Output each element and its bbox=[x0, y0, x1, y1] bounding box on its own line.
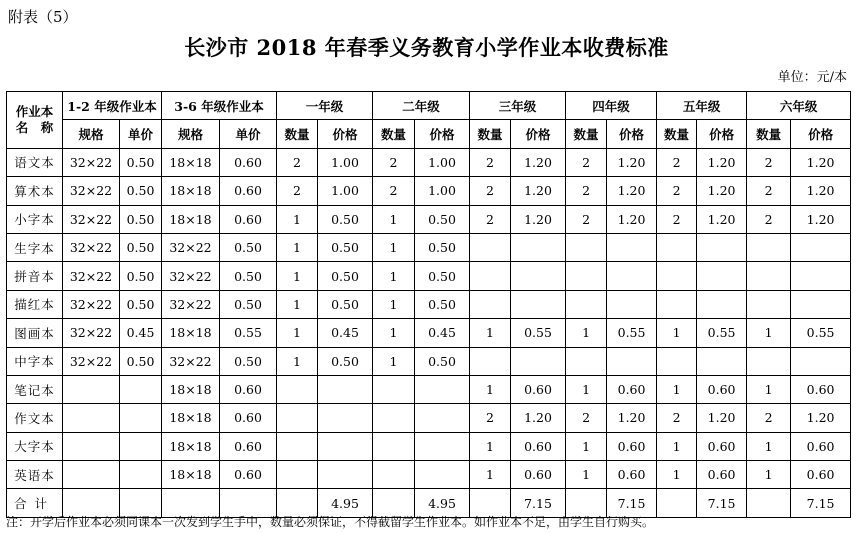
table-cell bbox=[277, 404, 318, 432]
table-cell: 0.60 bbox=[791, 375, 851, 403]
table-cell: 32×22 bbox=[63, 347, 120, 375]
unit-label: 单位：元/本 bbox=[777, 70, 847, 85]
table-cell: 1.20 bbox=[511, 205, 566, 233]
table-cell bbox=[511, 290, 566, 318]
table-cell: 18×18 bbox=[162, 404, 220, 432]
row-name-cell: 描红本 bbox=[7, 290, 63, 318]
table-cell bbox=[373, 375, 415, 403]
table-cell: 2 bbox=[373, 177, 415, 205]
table-cell: 1.20 bbox=[511, 404, 566, 432]
row-name-cell: 作文本 bbox=[7, 404, 63, 432]
table-cell: 0.60 bbox=[220, 432, 277, 460]
table-cell bbox=[318, 404, 373, 432]
table-cell: 2 bbox=[470, 148, 511, 176]
table-cell bbox=[791, 233, 851, 261]
table-cell: 32×22 bbox=[162, 347, 220, 375]
table-cell: 1.20 bbox=[791, 148, 851, 176]
table-cell: 0.55 bbox=[607, 319, 657, 347]
table-cell: 32×22 bbox=[63, 233, 120, 261]
table-cell bbox=[63, 404, 120, 432]
table-cell: 1.20 bbox=[511, 177, 566, 205]
table-cell: 1 bbox=[747, 319, 791, 347]
table-cell: 0.50 bbox=[120, 233, 162, 261]
table-cell bbox=[511, 233, 566, 261]
table-cell bbox=[120, 432, 162, 460]
table-cell: 0.60 bbox=[607, 461, 657, 489]
table-cell: 0.50 bbox=[120, 262, 162, 290]
table-cell: 2 bbox=[747, 148, 791, 176]
table-cell bbox=[318, 461, 373, 489]
table-cell: 18×18 bbox=[162, 205, 220, 233]
table-cell: 18×18 bbox=[162, 375, 220, 403]
table-row bbox=[7, 177, 851, 205]
table-cell: 32×22 bbox=[63, 319, 120, 347]
table-cell: 0.45 bbox=[120, 319, 162, 347]
table-cell bbox=[277, 375, 318, 403]
sub-header: 规格 bbox=[63, 120, 120, 148]
table-cell bbox=[470, 262, 511, 290]
table-cell: 0.50 bbox=[415, 233, 470, 261]
sub-header: 数量 bbox=[470, 120, 511, 148]
table-cell: 1.20 bbox=[791, 404, 851, 432]
table-row bbox=[7, 290, 851, 318]
corner-header bbox=[7, 92, 63, 149]
table-cell: 0.60 bbox=[511, 461, 566, 489]
table-row bbox=[7, 262, 851, 290]
table-cell: 1 bbox=[747, 375, 791, 403]
table-cell: 0.50 bbox=[120, 177, 162, 205]
table-cell: 1.20 bbox=[697, 205, 747, 233]
table-row bbox=[7, 375, 851, 403]
sub-header: 数量 bbox=[657, 120, 697, 148]
table-cell bbox=[318, 432, 373, 460]
table-cell bbox=[277, 461, 318, 489]
sub-header: 单价 bbox=[220, 120, 277, 148]
row-name-cell: 中字本 bbox=[7, 347, 63, 375]
table-cell bbox=[791, 262, 851, 290]
table-cell: 1.20 bbox=[511, 148, 566, 176]
table-cell bbox=[657, 262, 697, 290]
table-cell: 1.20 bbox=[791, 205, 851, 233]
table-cell bbox=[747, 347, 791, 375]
table-cell: 1.20 bbox=[607, 404, 657, 432]
table-cell: 32×22 bbox=[162, 290, 220, 318]
table-cell bbox=[511, 347, 566, 375]
table-cell: 18×18 bbox=[162, 148, 220, 176]
table-row bbox=[7, 319, 851, 347]
table-cell: 0.60 bbox=[511, 375, 566, 403]
table-cell: 1 bbox=[277, 347, 318, 375]
table-cell: 32×22 bbox=[63, 205, 120, 233]
table-row bbox=[7, 404, 851, 432]
table-cell: 0.60 bbox=[791, 461, 851, 489]
group-header-row bbox=[7, 92, 851, 120]
table-cell: 7.15 bbox=[511, 489, 566, 517]
table-cell: 1 bbox=[657, 375, 697, 403]
table-cell bbox=[318, 375, 373, 403]
table-cell: 0.50 bbox=[318, 262, 373, 290]
table-cell: 1 bbox=[470, 319, 511, 347]
table-cell: 18×18 bbox=[162, 319, 220, 347]
table-cell: 7.15 bbox=[607, 489, 657, 517]
table-cell: 2 bbox=[277, 148, 318, 176]
table-cell: 0.60 bbox=[791, 432, 851, 460]
table-cell bbox=[657, 233, 697, 261]
row-name-cell: 笔记本 bbox=[7, 375, 63, 403]
table-cell: 0.50 bbox=[415, 347, 470, 375]
table-cell bbox=[657, 347, 697, 375]
table-cell: 0.60 bbox=[220, 148, 277, 176]
sub-header: 数量 bbox=[747, 120, 791, 148]
table-cell bbox=[63, 375, 120, 403]
table-body bbox=[7, 148, 851, 517]
table-cell: 2 bbox=[470, 205, 511, 233]
table-cell: 1.20 bbox=[607, 205, 657, 233]
table-row bbox=[7, 461, 851, 489]
fee-standard-table bbox=[6, 91, 851, 518]
sub-header: 数量 bbox=[566, 120, 607, 148]
table-cell bbox=[607, 233, 657, 261]
table-cell: 1 bbox=[373, 290, 415, 318]
table-cell: 0.60 bbox=[220, 177, 277, 205]
table-cell: 2 bbox=[747, 177, 791, 205]
group-header-grade4: 四年级 bbox=[566, 92, 657, 120]
table-cell bbox=[415, 432, 470, 460]
sub-header-row bbox=[7, 120, 851, 148]
table-cell: 1 bbox=[373, 262, 415, 290]
table-cell bbox=[470, 233, 511, 261]
table-cell: 2 bbox=[566, 177, 607, 205]
table-cell: 2 bbox=[373, 148, 415, 176]
document-title: 长沙市 2018 年春季义务教育小学作业本收费标准 bbox=[184, 35, 669, 60]
table-cell: 0.60 bbox=[220, 375, 277, 403]
row-name-cell: 生字本 bbox=[7, 233, 63, 261]
table-cell bbox=[470, 290, 511, 318]
table-cell: 1 bbox=[657, 461, 697, 489]
table-cell: 32×22 bbox=[63, 290, 120, 318]
table-cell bbox=[566, 347, 607, 375]
group-header-grade2: 二年级 bbox=[373, 92, 470, 120]
table-cell: 2 bbox=[657, 177, 697, 205]
table-cell bbox=[373, 432, 415, 460]
table-cell: 0.50 bbox=[220, 347, 277, 375]
table-cell bbox=[277, 432, 318, 460]
table-cell bbox=[607, 290, 657, 318]
sub-header: 价格 bbox=[511, 120, 566, 148]
table-cell: 0.50 bbox=[120, 148, 162, 176]
table-row bbox=[7, 347, 851, 375]
table-cell: 0.50 bbox=[318, 205, 373, 233]
table-cell: 1 bbox=[657, 319, 697, 347]
corner-header-line1: 作业本 bbox=[15, 104, 54, 120]
table-cell bbox=[511, 262, 566, 290]
group-header-grade12: 1-2 年级作业本 bbox=[63, 92, 162, 120]
table-cell: 2 bbox=[657, 205, 697, 233]
table-row bbox=[7, 432, 851, 460]
table-cell: 0.50 bbox=[220, 262, 277, 290]
table-cell bbox=[607, 262, 657, 290]
table-cell bbox=[791, 347, 851, 375]
table-cell: 32×22 bbox=[63, 262, 120, 290]
table-cell: 0.60 bbox=[697, 375, 747, 403]
table-row bbox=[7, 205, 851, 233]
table-cell bbox=[657, 489, 697, 517]
table-cell: 1.00 bbox=[318, 177, 373, 205]
sub-header: 单价 bbox=[120, 120, 162, 148]
sub-header: 价格 bbox=[697, 120, 747, 148]
table-cell: 1 bbox=[277, 262, 318, 290]
table-cell: 0.55 bbox=[511, 319, 566, 347]
sub-header: 价格 bbox=[791, 120, 851, 148]
table-cell bbox=[607, 347, 657, 375]
table-cell: 18×18 bbox=[162, 432, 220, 460]
table-cell: 2 bbox=[470, 404, 511, 432]
table-cell bbox=[747, 489, 791, 517]
table-cell: 32×22 bbox=[63, 148, 120, 176]
table-cell bbox=[747, 233, 791, 261]
sub-header: 规格 bbox=[162, 120, 220, 148]
table-cell: 0.60 bbox=[607, 432, 657, 460]
table-cell: 2 bbox=[566, 148, 607, 176]
table-cell: 1.20 bbox=[697, 177, 747, 205]
table-cell: 1 bbox=[747, 432, 791, 460]
table-cell: 1.00 bbox=[415, 148, 470, 176]
row-name-cell: 图画本 bbox=[7, 319, 63, 347]
table-cell: 1 bbox=[373, 205, 415, 233]
table-cell: 1.00 bbox=[415, 177, 470, 205]
table-cell bbox=[697, 262, 747, 290]
table-cell: 7.15 bbox=[791, 489, 851, 517]
table-cell: 0.60 bbox=[220, 205, 277, 233]
table-cell: 32×22 bbox=[162, 262, 220, 290]
table-cell bbox=[697, 347, 747, 375]
table-cell: 18×18 bbox=[162, 461, 220, 489]
table-cell: 1 bbox=[277, 205, 318, 233]
table-cell: 1 bbox=[373, 347, 415, 375]
table-cell bbox=[120, 375, 162, 403]
table-cell: 1 bbox=[566, 319, 607, 347]
corner-header-line2: 名 称 bbox=[15, 119, 54, 135]
table-cell: 1 bbox=[373, 233, 415, 261]
attachment-label: 附表（5） bbox=[8, 8, 78, 26]
table-cell bbox=[566, 290, 607, 318]
table-cell: 0.50 bbox=[318, 290, 373, 318]
table-cell bbox=[63, 461, 120, 489]
table-cell bbox=[63, 432, 120, 460]
table-cell: 0.50 bbox=[120, 205, 162, 233]
table-cell: 1.20 bbox=[697, 148, 747, 176]
table-cell: 2 bbox=[747, 205, 791, 233]
table-cell: 0.45 bbox=[415, 319, 470, 347]
table-cell: 18×18 bbox=[162, 177, 220, 205]
table-cell bbox=[415, 375, 470, 403]
table-cell: 0.50 bbox=[415, 262, 470, 290]
table-cell: 1 bbox=[470, 461, 511, 489]
table-cell: 2 bbox=[747, 404, 791, 432]
group-header-grade5: 五年级 bbox=[657, 92, 747, 120]
table-cell: 0.55 bbox=[697, 319, 747, 347]
table-cell bbox=[120, 404, 162, 432]
table-cell bbox=[415, 404, 470, 432]
table-cell bbox=[791, 290, 851, 318]
group-header-grade36: 3-6 年级作业本 bbox=[162, 92, 277, 120]
table-cell: 1.20 bbox=[607, 148, 657, 176]
table-cell bbox=[415, 461, 470, 489]
table-cell: 0.60 bbox=[697, 461, 747, 489]
table-cell: 32×22 bbox=[162, 233, 220, 261]
table-cell: 1 bbox=[470, 432, 511, 460]
sub-header: 价格 bbox=[607, 120, 657, 148]
group-header-grade3: 三年级 bbox=[470, 92, 566, 120]
table-cell: 0.50 bbox=[220, 290, 277, 318]
table-cell: 1.20 bbox=[791, 177, 851, 205]
table-cell: 2 bbox=[657, 404, 697, 432]
table-cell bbox=[566, 233, 607, 261]
table-cell: 1 bbox=[470, 375, 511, 403]
table-cell: 0.60 bbox=[220, 404, 277, 432]
table-cell: 2 bbox=[277, 177, 318, 205]
table-row bbox=[7, 233, 851, 261]
group-header-grade6: 六年级 bbox=[747, 92, 851, 120]
footnote: 注：开学后作业本必须同课本一次发到学生手中，数量必须保证，不得截留学生作业本。如作业本不足，由学生自行购买。 bbox=[6, 515, 655, 529]
sub-header: 数量 bbox=[373, 120, 415, 148]
table-cell: 0.50 bbox=[415, 290, 470, 318]
group-header-grade1: 一年级 bbox=[277, 92, 373, 120]
table-cell: 0.55 bbox=[220, 319, 277, 347]
table-cell: 7.15 bbox=[697, 489, 747, 517]
table-cell: 1.20 bbox=[607, 177, 657, 205]
table-cell: 2 bbox=[470, 177, 511, 205]
sub-header: 数量 bbox=[277, 120, 318, 148]
table-cell: 0.50 bbox=[318, 233, 373, 261]
table-cell: 0.50 bbox=[120, 347, 162, 375]
row-name-cell: 大字本 bbox=[7, 432, 63, 460]
table-cell bbox=[120, 461, 162, 489]
table-cell: 0.45 bbox=[318, 319, 373, 347]
table-cell: 0.60 bbox=[220, 461, 277, 489]
table-row bbox=[7, 148, 851, 176]
table-cell bbox=[373, 461, 415, 489]
row-name-cell: 拼音本 bbox=[7, 262, 63, 290]
table-cell: 1 bbox=[277, 290, 318, 318]
table-cell: 1 bbox=[277, 319, 318, 347]
table-cell: 0.50 bbox=[220, 233, 277, 261]
table-cell: 2 bbox=[566, 404, 607, 432]
table-cell: 1 bbox=[566, 461, 607, 489]
table-cell: 1 bbox=[747, 461, 791, 489]
table-cell: 0.50 bbox=[415, 205, 470, 233]
row-name-cell: 算术本 bbox=[7, 177, 63, 205]
table-cell bbox=[566, 262, 607, 290]
table-cell: 0.60 bbox=[511, 432, 566, 460]
table-cell: 1 bbox=[657, 432, 697, 460]
table-cell: 2 bbox=[566, 205, 607, 233]
table-cell: 1 bbox=[277, 233, 318, 261]
table-cell bbox=[747, 290, 791, 318]
table-cell: 0.60 bbox=[697, 432, 747, 460]
row-name-cell: 英语本 bbox=[7, 461, 63, 489]
row-name-cell: 合计 bbox=[7, 489, 63, 517]
table-cell: 1.20 bbox=[697, 404, 747, 432]
table-cell: 0.50 bbox=[318, 347, 373, 375]
table-cell bbox=[697, 233, 747, 261]
table-cell: 4.95 bbox=[318, 489, 373, 517]
table-cell: 0.60 bbox=[607, 375, 657, 403]
table-cell: 0.50 bbox=[120, 290, 162, 318]
sub-header: 价格 bbox=[415, 120, 470, 148]
table-cell: 32×22 bbox=[63, 177, 120, 205]
table-cell bbox=[657, 290, 697, 318]
row-name-cell: 语文本 bbox=[7, 148, 63, 176]
table-cell bbox=[747, 262, 791, 290]
table-cell: 2 bbox=[657, 148, 697, 176]
table-cell: 1 bbox=[373, 319, 415, 347]
table-cell: 1 bbox=[566, 432, 607, 460]
table-cell: 1 bbox=[566, 375, 607, 403]
table-cell: 0.55 bbox=[791, 319, 851, 347]
row-name-cell: 小字本 bbox=[7, 205, 63, 233]
table-cell bbox=[373, 404, 415, 432]
table-cell bbox=[470, 347, 511, 375]
table-cell bbox=[697, 290, 747, 318]
table-cell: 1.00 bbox=[318, 148, 373, 176]
sub-header: 价格 bbox=[318, 120, 373, 148]
table-cell: 4.95 bbox=[415, 489, 470, 517]
